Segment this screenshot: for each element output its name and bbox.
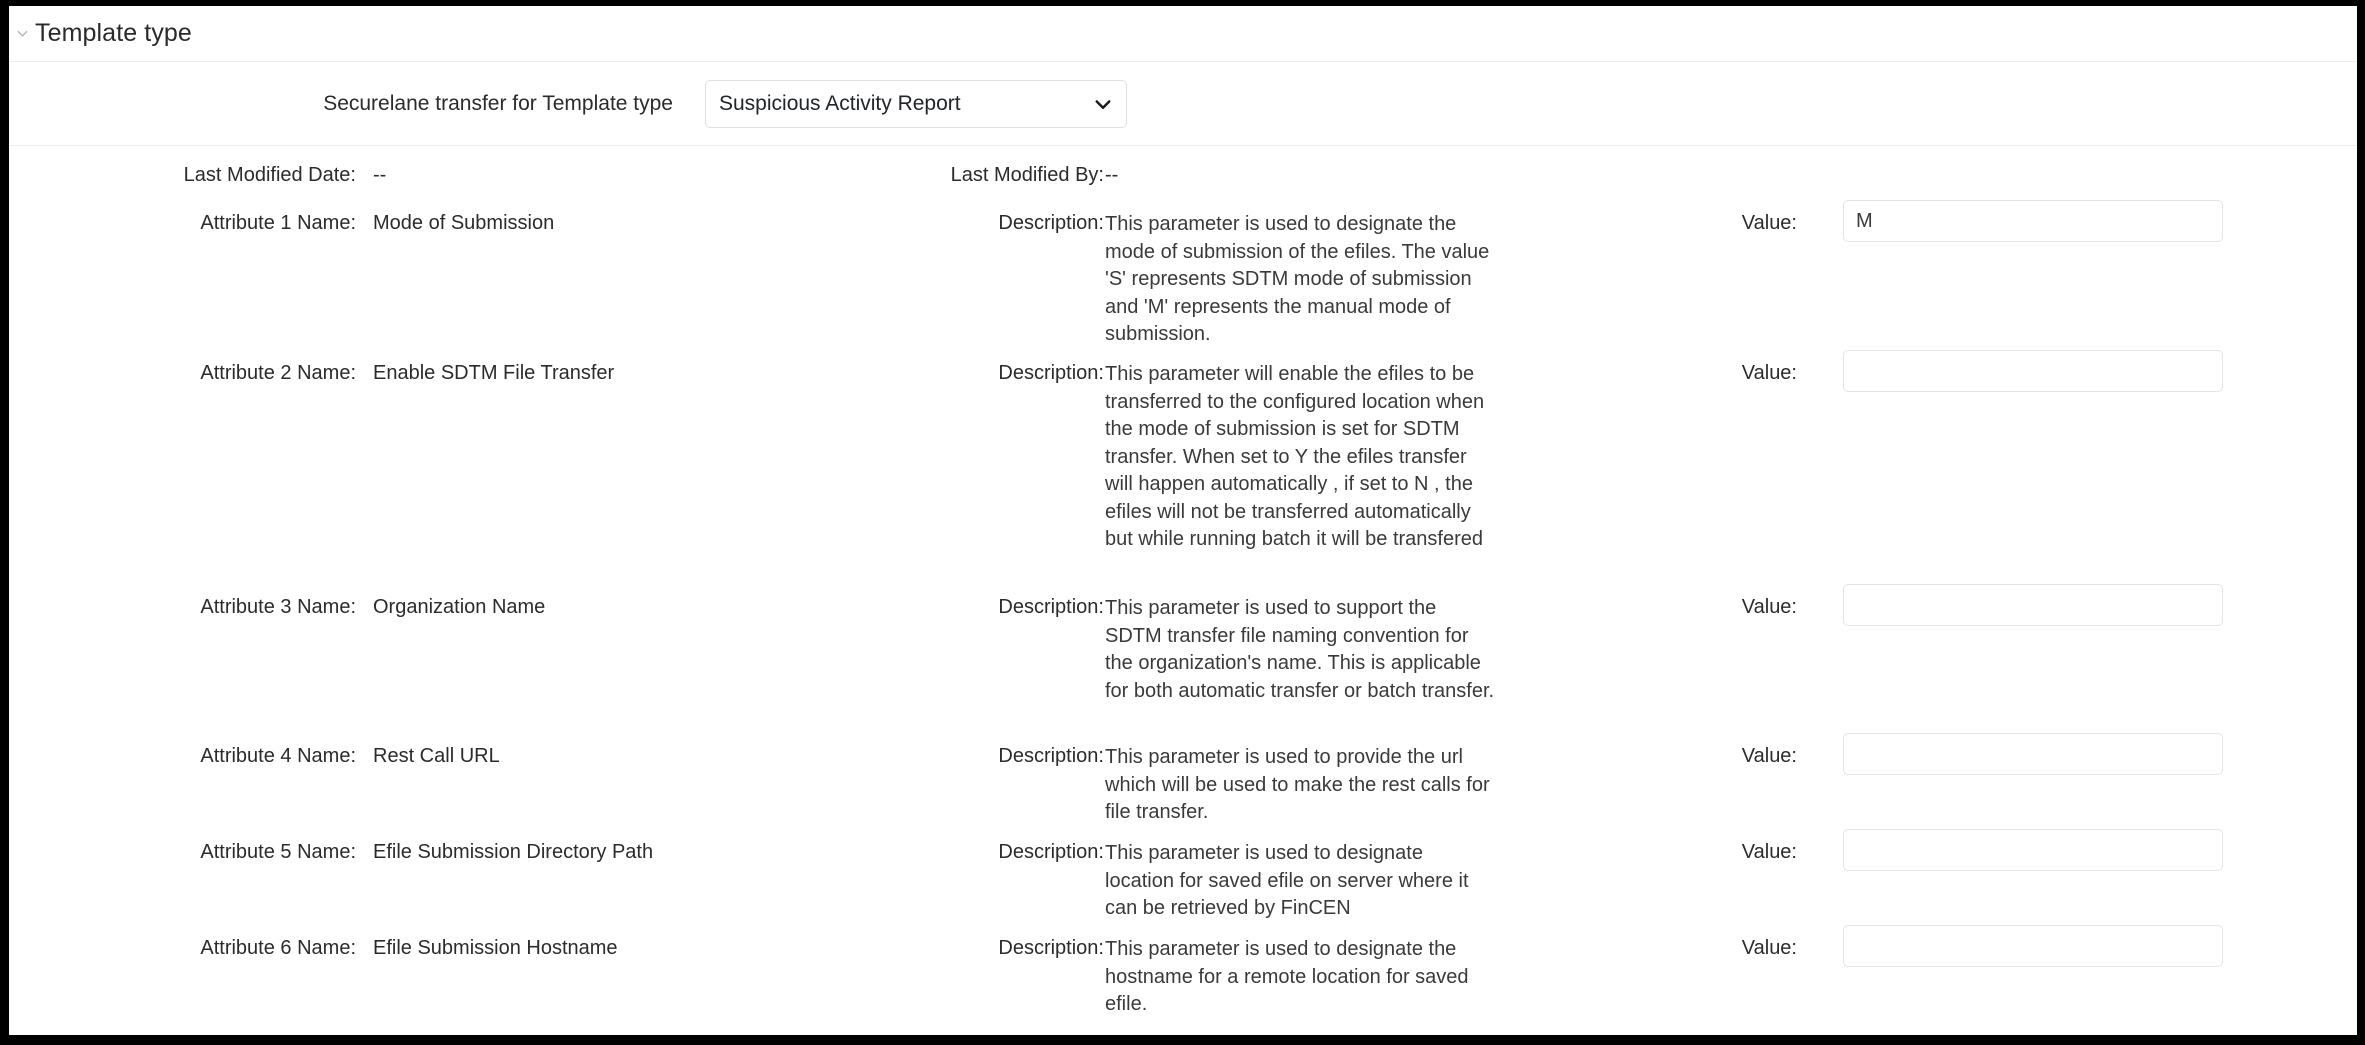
attribute-description-label: Description: [998, 596, 1104, 618]
template-type-select[interactable] [705, 80, 1127, 128]
attribute-value-label: Value: [1741, 212, 1797, 234]
attribute-row [9, 745, 2357, 841]
template-type-selector-row [9, 62, 2357, 146]
attribute-row [9, 937, 2357, 1033]
attribute-value-label: Value: [1741, 596, 1797, 618]
attribute-name-value: Mode of Submission [373, 212, 555, 234]
attribute-description-text: This parameter is used to designate the hostname for a remote location for saved efile. [1105, 938, 1469, 1015]
attribute-value-input-wrapper [1843, 925, 2223, 967]
attribute-description-label: Description: [998, 362, 1104, 384]
attribute-description-text: This parameter is used to support the SDTM transfer file naming convention for the organization's name. This is applicable for both automatic transfer or batch transfer. [1105, 597, 1495, 702]
attribute-name-label: Attribute 6 Name: [200, 937, 356, 959]
attribute-value-input[interactable] [1843, 925, 2223, 967]
attribute-row [9, 212, 2357, 362]
attribute-name-label: Attribute 2 Name: [200, 362, 356, 384]
attribute-value-input-wrapper [1843, 200, 2223, 242]
attribute-value-label: Value: [1741, 362, 1797, 384]
attribute-name-label: Attribute 4 Name: [200, 745, 356, 767]
attribute-value-input[interactable] [1843, 584, 2223, 626]
attribute-name-label: Attribute 3 Name: [200, 596, 356, 618]
chevron-down-icon[interactable] [11, 23, 33, 45]
attribute-value-label: Value: [1741, 745, 1797, 767]
template-type-select-wrapper [705, 80, 1127, 128]
section-header [9, 6, 2357, 62]
attributes-body [9, 146, 2357, 1033]
attribute-value-input-wrapper [1843, 733, 2223, 775]
attribute-value-label: Value: [1741, 937, 1797, 959]
last-modified-by-value: -- [1105, 164, 1119, 186]
attribute-description-label: Description: [998, 745, 1104, 767]
attribute-value-label: Value: [1741, 841, 1797, 863]
attribute-value-input-wrapper [1843, 829, 2223, 871]
attribute-value-input[interactable] [1843, 733, 2223, 775]
last-modified-by-label: Last Modified By: [950, 164, 1104, 186]
template-type-select-label: Securelane transfer for Template type [323, 91, 673, 115]
attribute-value-input-wrapper [1843, 350, 2223, 392]
page-title: Template type [35, 19, 192, 47]
attribute-name-label: Attribute 5 Name: [200, 841, 356, 863]
attribute-description-label: Description: [998, 212, 1104, 234]
attribute-description-text: This parameter is used to provide the url which will be used to make the rest calls for file transfer. [1105, 746, 1490, 823]
attribute-row [9, 841, 2357, 937]
attribute-value-input-wrapper [1843, 584, 2223, 626]
attribute-row [9, 596, 2357, 745]
attribute-name-value: Enable SDTM File Transfer [373, 362, 615, 384]
attribute-name-value: Organization Name [373, 596, 546, 618]
template-type-panel [9, 6, 2357, 1035]
last-modified-date-value: -- [373, 164, 387, 186]
attribute-value-input[interactable] [1843, 829, 2223, 871]
attribute-value-input[interactable] [1843, 200, 2223, 242]
attribute-name-value: Efile Submission Hostname [373, 937, 618, 959]
attribute-value-input[interactable] [1843, 350, 2223, 392]
attribute-row [9, 362, 2357, 596]
attribute-description-text: This parameter will enable the efiles to be transferred to the configured location when the mode of submission is set for SDTM transfer. When set to Y the efiles transfer will happen automatically , if set to N , the efiles will not be transferred automatically but while running batch it will be transfered [1105, 363, 1485, 550]
attribute-name-value: Efile Submission Directory Path [373, 841, 654, 863]
attribute-name-label: Attribute 1 Name: [200, 212, 356, 234]
attribute-description-text: This parameter is used to designate location for saved efile on server where it can be retrieved by FinCEN [1105, 842, 1469, 919]
attribute-description-label: Description: [998, 841, 1104, 863]
attribute-name-value: Rest Call URL [373, 745, 500, 767]
last-modified-date-label: Last Modified Date: [183, 164, 356, 186]
attribute-description-label: Description: [998, 937, 1104, 959]
attribute-description-text: This parameter is used to designate the mode of submission of the efiles. The value 'S' represents SDTM mode of submission and 'M' represents the manual mode of submission. [1105, 213, 1490, 345]
